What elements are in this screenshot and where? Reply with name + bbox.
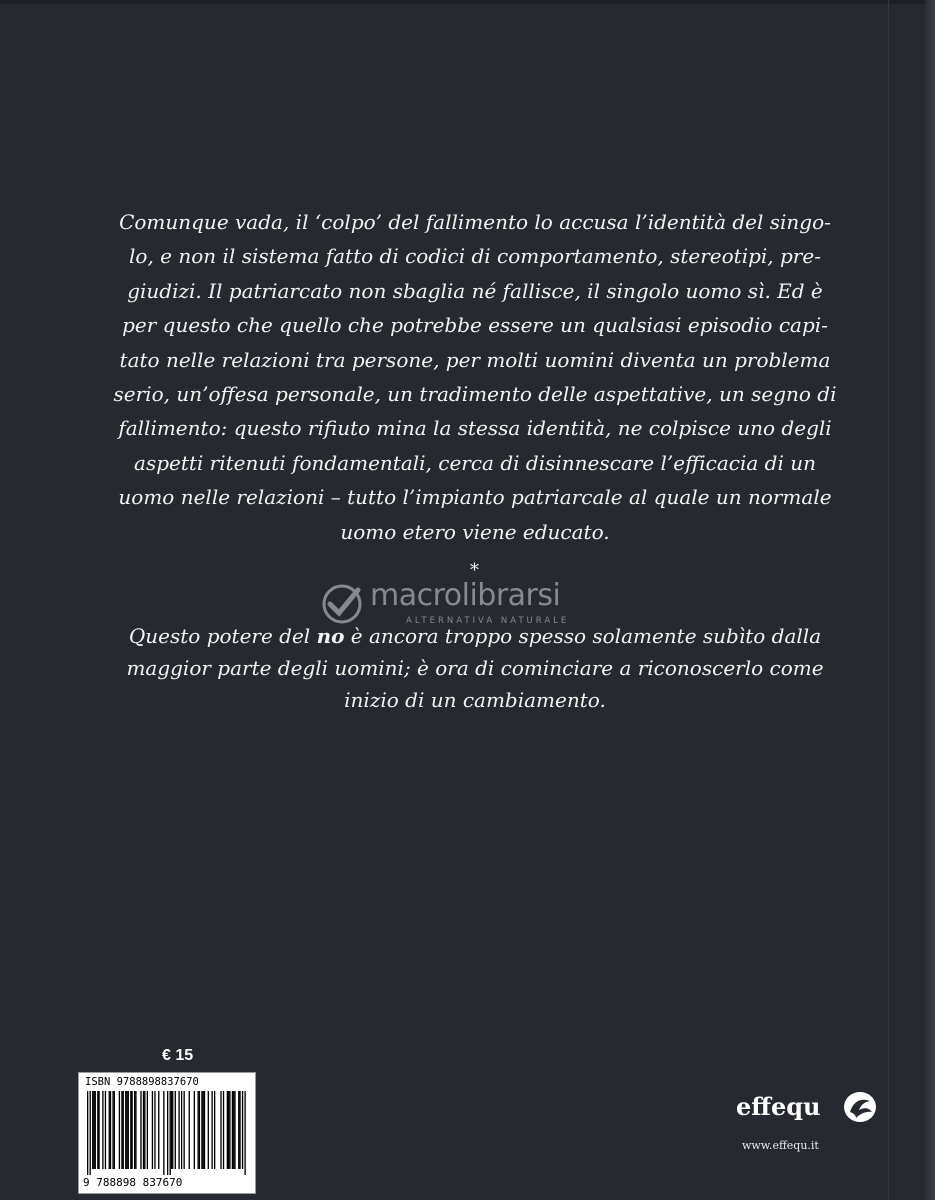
barcode-bar (233, 1091, 234, 1169)
barcode-bar (87, 1091, 88, 1175)
barcode-bar (223, 1091, 224, 1169)
barcode-bar (93, 1091, 94, 1169)
blurb-line: lo, e non il sistema fatto di codici di comportamento, stereotipi, pre- (129, 244, 821, 269)
blurb-text: è ancora troppo spesso solamente subìto dalla (344, 624, 822, 648)
barcode-bar (238, 1091, 239, 1169)
barcode-bar (97, 1091, 98, 1169)
barcode-bar (229, 1091, 230, 1169)
barcode-bar (105, 1091, 106, 1169)
blurb-line: giudizi. Il patriarcato non sbaglia né fallisce, il singolo uomo sì. Ed è (127, 278, 823, 303)
barcode-bar (175, 1091, 176, 1169)
barcode-bar (143, 1091, 144, 1169)
price-label: € 15 (162, 1047, 194, 1064)
barcode-bar (234, 1091, 235, 1169)
spine-fold-line (888, 0, 889, 1200)
blurb-line: tato nelle relazioni tra persone, per molti uomini diventa un problema (119, 347, 831, 372)
isbn-label: ISBN 9788898837670 (85, 1076, 199, 1088)
blurb-line: aspetti ritenuti fondamentali, cerca di disinnescare l’efficacia di un (134, 450, 816, 475)
barcode-bar (227, 1091, 228, 1169)
blurb-line (70, 620, 880, 652)
barcode-bar (147, 1091, 148, 1169)
barcode-bars (87, 1091, 247, 1175)
barcode-bar (134, 1091, 135, 1169)
watermark-name: macrolibrarsi (370, 578, 561, 613)
barcode-bar (98, 1091, 99, 1169)
barcode-bar (194, 1091, 195, 1169)
barcode-bar (208, 1091, 209, 1169)
barcode-bar (232, 1091, 233, 1169)
barcode-bar (130, 1091, 131, 1169)
cover-edge (925, 0, 935, 1200)
barcode-bar (199, 1091, 200, 1169)
barcode-bar (197, 1091, 198, 1169)
barcode-bar (144, 1091, 145, 1169)
barcode-bar (184, 1091, 185, 1169)
barcode-bar (171, 1091, 172, 1169)
barcode-bar (125, 1091, 126, 1169)
barcode-bar (244, 1091, 245, 1175)
barcode-bar (119, 1091, 120, 1169)
publisher-url: www.effequ.it (742, 1139, 819, 1152)
barcode-bar (239, 1091, 240, 1169)
barcode-bar (154, 1091, 155, 1169)
barcode-bar (121, 1091, 122, 1169)
barcode-bar (228, 1091, 229, 1169)
barcode-bar (114, 1091, 115, 1169)
blurb-line: uomo nelle relazioni – tutto l’impianto patriarcale al quale un normale (118, 485, 832, 510)
blurb-line: maggior parte degli uomini; è ora di cominciare a riconoscerlo come (126, 656, 824, 680)
blurb-line: inizio di un cambiamento. (344, 688, 606, 712)
barcode-bar (214, 1091, 215, 1169)
isbn-barcode (78, 1072, 256, 1194)
barcode-bar (90, 1091, 91, 1175)
barcode-bar (211, 1091, 212, 1169)
blurb-paragraph-1 (70, 205, 880, 549)
barcode-bar (123, 1091, 124, 1169)
barcode-bar (189, 1091, 190, 1169)
barcode-bar (181, 1091, 182, 1169)
barcode-bar (178, 1091, 179, 1169)
barcode-bar (95, 1091, 96, 1169)
barcode-bar (158, 1091, 159, 1169)
barcode-bar (201, 1091, 202, 1169)
barcode-bar (220, 1091, 221, 1169)
barcode-bar (167, 1091, 168, 1175)
blurb-line: uomo etero viene educato. (340, 519, 610, 544)
barcode-bar (135, 1091, 136, 1169)
section-separator: * (470, 560, 479, 581)
isbn-digits: 9 788898 837670 (83, 1176, 183, 1189)
blurb-paragraph-2 (70, 620, 880, 716)
barcode-bar (172, 1091, 173, 1169)
barcode-bar (112, 1091, 113, 1169)
blurb-line: Comunque vada, il ‘colpo’ del fallimento lo accusa l’identità del singo- (119, 210, 831, 234)
barcode-bar (170, 1091, 171, 1175)
barcode-bar (152, 1091, 153, 1169)
barcode-bar (242, 1091, 243, 1169)
emphasis-no: no (316, 624, 345, 648)
watermark-tagline: ALTERNATIVA NATURALE (406, 616, 570, 626)
barcode-bar (92, 1091, 93, 1169)
barcode-bar (126, 1091, 127, 1169)
barcode-bar (102, 1091, 103, 1169)
barcode-bar (203, 1091, 204, 1169)
barcode-bar (163, 1091, 164, 1175)
publisher-name: effequ (736, 1092, 821, 1121)
barcode-bar (110, 1091, 111, 1169)
bird-icon (842, 1090, 878, 1124)
barcode-bar (109, 1091, 110, 1169)
blurb-line: serio, un’offesa personale, un tradimento delle aspettative, un segno di (113, 381, 837, 406)
barcode-bar (204, 1091, 205, 1169)
blurb-line: per questo che quello che potrebbe essere un qualsiasi episodio capi- (122, 313, 828, 338)
blurb-text: Questo potere del (128, 624, 317, 648)
barcode-bar (128, 1091, 129, 1169)
barcode-bar (140, 1091, 141, 1169)
blurb-line: fallimento: questo rifiuto mina la stessa identità, ne colpisce uno degli (118, 416, 832, 441)
barcode-bar (131, 1091, 132, 1169)
